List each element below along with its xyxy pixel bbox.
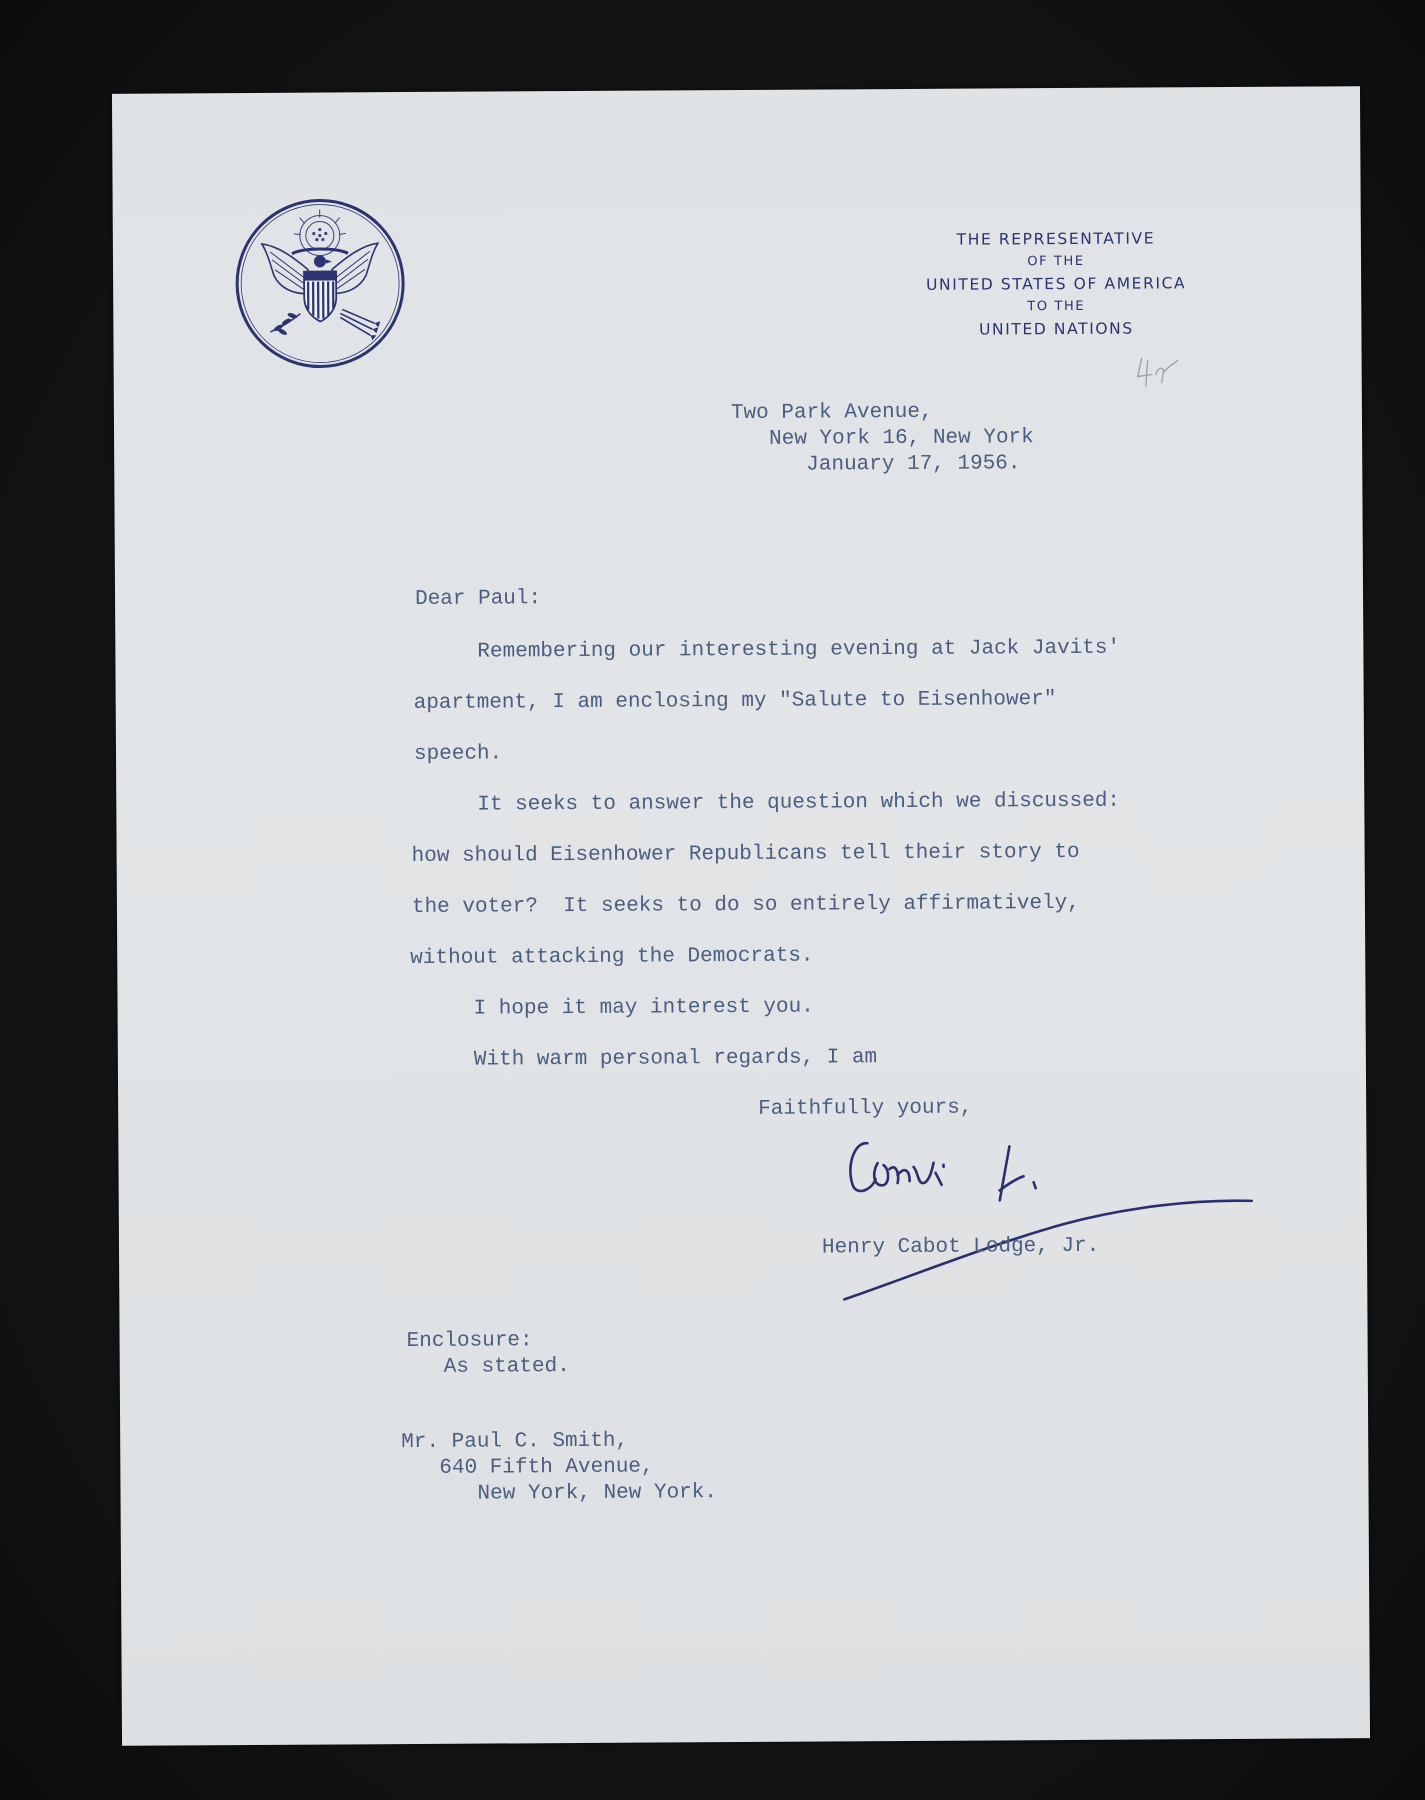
letterhead-line-1: THE REPRESENTATIVE [956,229,1156,249]
body-line-2: apartment, I am enclosing my "Salute to Eisenhower" [413,688,1057,715]
body-line-6: the voter? It seeks to do so entirely affirmatively, [411,891,1080,920]
body-line-5: how should Eisenhower Republicans tell their story to [411,840,1080,869]
great-seal-eagle-icon [234,197,407,370]
salutation: Dear Paul: [414,587,542,611]
enclosure-label: Enclosure: [406,1329,533,1354]
recipient-street: 640 Fifth Avenue, [439,1455,654,1480]
letterhead-line-4: TO THE [1027,298,1086,315]
recipient-city: New York, New York. [477,1481,718,1506]
letterhead-line-5: UNITED NATIONS [979,319,1134,339]
body-line-4: It seeks to answer the question which we discussed: [477,789,1121,817]
enclosure-value: As stated. [443,1355,570,1379]
letterhead [891,227,1222,342]
sender-address-city: New York 16, New York [769,426,1034,451]
closing: Faithfully yours, [758,1096,973,1121]
pencil-notation [1134,352,1184,392]
body-line-3: speech. [413,742,503,766]
letterhead-line-2: OF THE [1027,253,1085,270]
signer-name: Henry Cabot Lodge, Jr. [821,1234,1100,1260]
body-line-8: I hope it may interest you. [473,995,814,1021]
letter-sheet [112,86,1370,1746]
letterhead-line-3: UNITED STATES OF AMERICA [926,274,1187,294]
body-line-1: Remembering our interesting evening at Jack Javits' [477,636,1121,664]
recipient-name: Mr. Paul C. Smith, [401,1429,629,1455]
body-line-7: without attacking the Democrats. [410,944,814,971]
sender-address-street: Two Park Avenue, [730,400,933,426]
body-line-9: With warm personal regards, I am [473,1046,878,1072]
handwritten-signature [823,1127,1254,1320]
letter-date: January 17, 1956. [806,452,1021,477]
